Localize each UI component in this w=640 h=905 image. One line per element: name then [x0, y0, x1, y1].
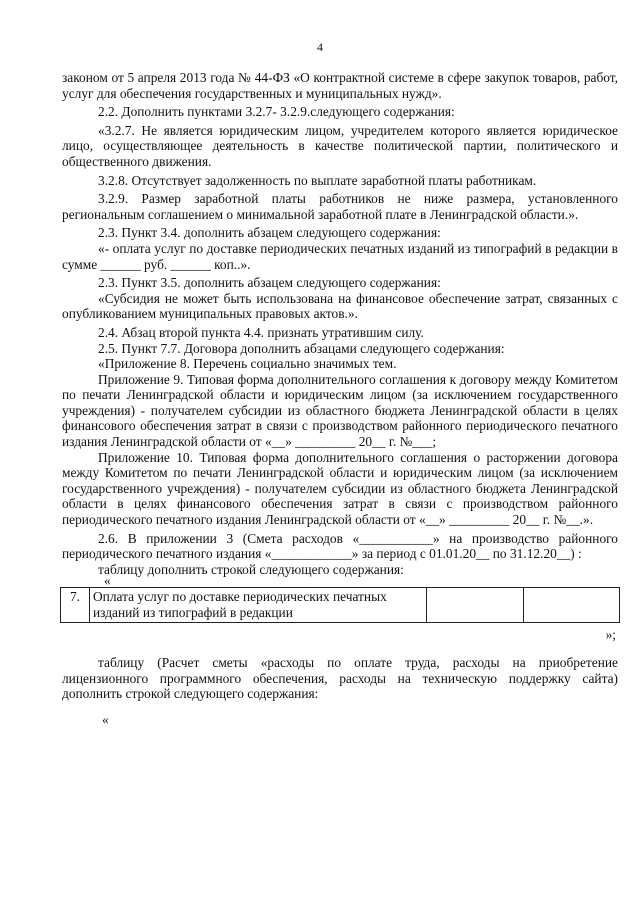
- paragraph: 2.4. Абзац второй пункта 4.4. признать утратившим силу.: [98, 324, 424, 340]
- paragraph: «3.2.7. Не является юридическим лицом, учредителем которого является юридическое лицо, осуществляющее деятельность в качестве политической партии, политического и общественного движения.: [62, 122, 618, 169]
- table-row: [61, 588, 620, 623]
- open-quote: «: [104, 573, 111, 589]
- paragraph: «- оплата услуг по доставке периодических печатных изданий из типографий в редакции в сумме ______ руб. ______ коп..».: [62, 240, 618, 272]
- paragraph: «Приложение 8. Перечень социально значимых тем.: [98, 356, 397, 372]
- close-quote: »;: [605, 627, 616, 643]
- paragraph: 2.5. Пункт 7.7. Договора дополнить абзацами следующего содержания:: [98, 340, 505, 356]
- row-number: 7.: [61, 588, 90, 623]
- paragraph: таблицу дополнить строкой следующего содержания:: [98, 561, 404, 577]
- paragraph: 2.6. В приложении 3 (Смета расходов «___________» на производство районного периодического печатного издания «____________» за период с 01.01.20__ по 31.12.20__) :: [62, 530, 618, 562]
- paragraph: таблицу (Расчет сметы «расходы по оплате труда, расходы на приобретение лицензионного программного обеспечения, расходы на техническую поддержку сайта) дополнить строкой следующего содержания:: [62, 655, 618, 702]
- paragraph: 3.2.8. Отсутствует задолженность по выплате заработной платы работникам.: [98, 172, 537, 188]
- paragraph: 3.2.9. Размер заработной платы работников не ниже размера, установленного региональным соглашением о минимальной заработной плате в Ленинградской области.».: [62, 191, 618, 222]
- paragraph: Приложение 10. Типовая форма дополнительного соглашения о расторжении договора между Комитетом по печати Ленинградской области и юридическим лицом (за исключением государственного учреждения) - получателем субсидии из областного бюджета Ленинградской области в целях финансового обеспечения затрат в связи с производством районного периодического печатного издания Ленинградской области от «__» _________ 20__ г. №__.».: [62, 449, 618, 528]
- open-quote: «: [102, 711, 109, 727]
- paragraph: 2.3. Пункт 3.4. дополнить абзацем следующего содержания:: [98, 225, 441, 241]
- row-description: Оплата услуг по доставке периодических печатных изданий из типографий в редакции: [90, 588, 427, 623]
- paragraph: Приложение 9. Типовая форма дополнительного соглашения к договору между Комитетом по печати Ленинградской области и юридическим лицом (за исключением государственного учреждения) - получателем субсидии из областного бюджета Ленинградской области в целях финансового обеспечения затрат в связи с производством районного периодического печатного издания Ленинградской области от «__» _________ 20__ г. №___;: [62, 371, 618, 450]
- page-number: 4: [317, 40, 323, 54]
- estimate-table: [60, 587, 620, 623]
- paragraph: 2.2. Дополнить пунктами 3.2.7- 3.2.9.следующего содержания:: [98, 104, 455, 120]
- row-cell: [427, 588, 524, 623]
- row-cell: [523, 588, 620, 623]
- table-wrapper: [62, 573, 618, 643]
- paragraph: 2.3. Пункт 3.5. дополнить абзацем следующего содержания:: [98, 275, 441, 291]
- paragraph: законом от 5 апреля 2013 года № 44-ФЗ «О контрактной системе в сфере закупок товаров, работ, услуг для обеспечения государственных и муниципальных нужд».: [62, 70, 618, 101]
- paragraph: «Субсидия не может быть использована на финансовое обеспечение затрат, связанных с опубликованием муниципальных правовых актов.».: [62, 290, 618, 322]
- document-body: [62, 70, 618, 727]
